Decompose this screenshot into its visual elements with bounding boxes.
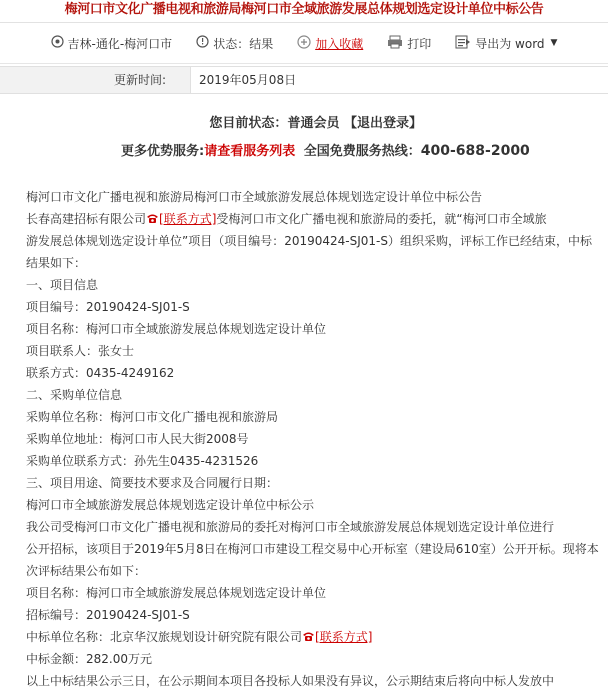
intro-line-1 — [26, 208, 588, 230]
intro-line-3: 结果如下： — [26, 256, 87, 270]
section-3-title: 三、项目用途、简要技术要求及合同履行日期： — [26, 476, 279, 490]
project-code: 项目编号：20190424-SJ01-S — [26, 300, 190, 314]
login-status — [0, 112, 608, 131]
project-contact: 项目联系人：张女士 — [26, 344, 135, 358]
content-heading: 梅河口市文化广播电视和旅游局梅河口市全域旅游发展总体规划选定设计单位中标公告 — [26, 190, 483, 204]
member-level: 普通会员 — [287, 116, 340, 131]
print-button[interactable] — [387, 35, 431, 52]
notice-para-2: 公开招标，该项目于2019年5月8日在梅河口市建设工程交易中心开标室（建设局610室）公开开标。现将本 — [26, 542, 599, 556]
result-project-name: 项目名称：梅河口市全域旅游发展总体规划选定设计单位 — [26, 586, 327, 600]
add-favorite-icon — [297, 35, 311, 52]
section-2-title: 二、采购单位信息 — [26, 388, 123, 402]
print-icon — [387, 35, 403, 52]
hotline-number: 400-688-2000 — [420, 143, 530, 159]
announcement-body — [26, 186, 599, 692]
purchaser-phone: 采购单位联系方式：孙先生0435-4231526 — [26, 454, 259, 468]
update-time-label-cell — [0, 67, 190, 93]
favorite-link[interactable]: 加入收藏 — [315, 36, 364, 51]
dropdown-arrow-icon[interactable]: ▼ — [550, 38, 558, 48]
location-icon — [51, 35, 64, 51]
login-status-prefix: 您目前状态： — [209, 116, 288, 131]
page-title: 梅河口市文化广播电视和旅游局梅河口市全域旅游发展总体规划选定设计单位中标公告 — [0, 0, 608, 23]
agent-name: 长春高建招标有限公司 — [26, 212, 147, 226]
print-label[interactable]: 打印 — [407, 36, 432, 51]
winner-contact-link[interactable]: [联系方式] — [315, 630, 373, 644]
result-amount: 中标金额：282.00万元 — [26, 652, 152, 666]
result-code: 招标编号：20190424-SJ01-S — [26, 608, 190, 622]
agent-contact-link[interactable]: [联系方式] — [159, 212, 217, 226]
status-icon — [196, 35, 209, 51]
result-winner-line — [26, 626, 588, 648]
word-icon — [455, 35, 471, 52]
update-time-row — [0, 66, 608, 94]
region-item — [51, 35, 173, 52]
notice-para-1: 我公司受梅河口市文化广播电视和旅游局的委托对梅河口市全域旅游发展总体规划选定设计单位进行 — [26, 520, 555, 534]
status-item — [196, 35, 273, 52]
project-phone: 联系方式：0435-4249162 — [26, 366, 175, 380]
phone-icon — [146, 209, 159, 220]
notice-title: 梅河口市全域旅游发展总体规划选定设计单位中标公示 — [26, 498, 315, 512]
export-word-button[interactable] — [455, 35, 557, 52]
service-list-link[interactable]: 请查看服务列表 — [204, 144, 296, 159]
hotline-label: 全国免费服务热线： — [303, 144, 421, 159]
update-time-value: 2019年05月08日 — [190, 67, 608, 93]
service-label: 更多优势服务: — [121, 144, 205, 159]
favorite-button[interactable] — [297, 35, 363, 52]
intro-line-2: 游发展总体规划选定设计单位”项目（项目编号：20190424-SJ01-S）组织采购，评标工作已经结束，中标 — [26, 234, 593, 248]
toolbar — [0, 23, 608, 64]
region-text: 吉林-通化-梅河口市 — [67, 36, 173, 51]
project-name: 项目名称：梅河口市全域旅游发展总体规划选定设计单位 — [26, 322, 327, 336]
section-1-title: 一、项目信息 — [26, 278, 99, 292]
service-line — [0, 140, 608, 159]
update-time-label: 更新时间: — [113, 73, 167, 87]
notice-para-3: 次评标结果公布如下： — [26, 564, 147, 578]
result-last-line: 以上中标结果公示三日，在公示期间本项目各投标人如果没有异议，公示期结束后将向中标人发放中 — [26, 674, 555, 688]
logout-link[interactable]: 【退出登录】 — [343, 116, 422, 131]
status-text: 状态：结果 — [213, 36, 274, 51]
result-winner: 中标单位名称：北京华汉旅规划设计研究院有限公司 — [26, 630, 303, 644]
purchaser-address: 采购单位地址：梅河口市人民大街2008号 — [26, 432, 249, 446]
purchaser-name: 采购单位名称：梅河口市文化广播电视和旅游局 — [26, 410, 279, 424]
export-label[interactable]: 导出为 word — [475, 36, 545, 51]
intro-rest-1: 受梅河口市文化广播电视和旅游局的委托，就“梅河口市全域旅 — [216, 212, 547, 226]
phone-icon — [302, 627, 315, 638]
